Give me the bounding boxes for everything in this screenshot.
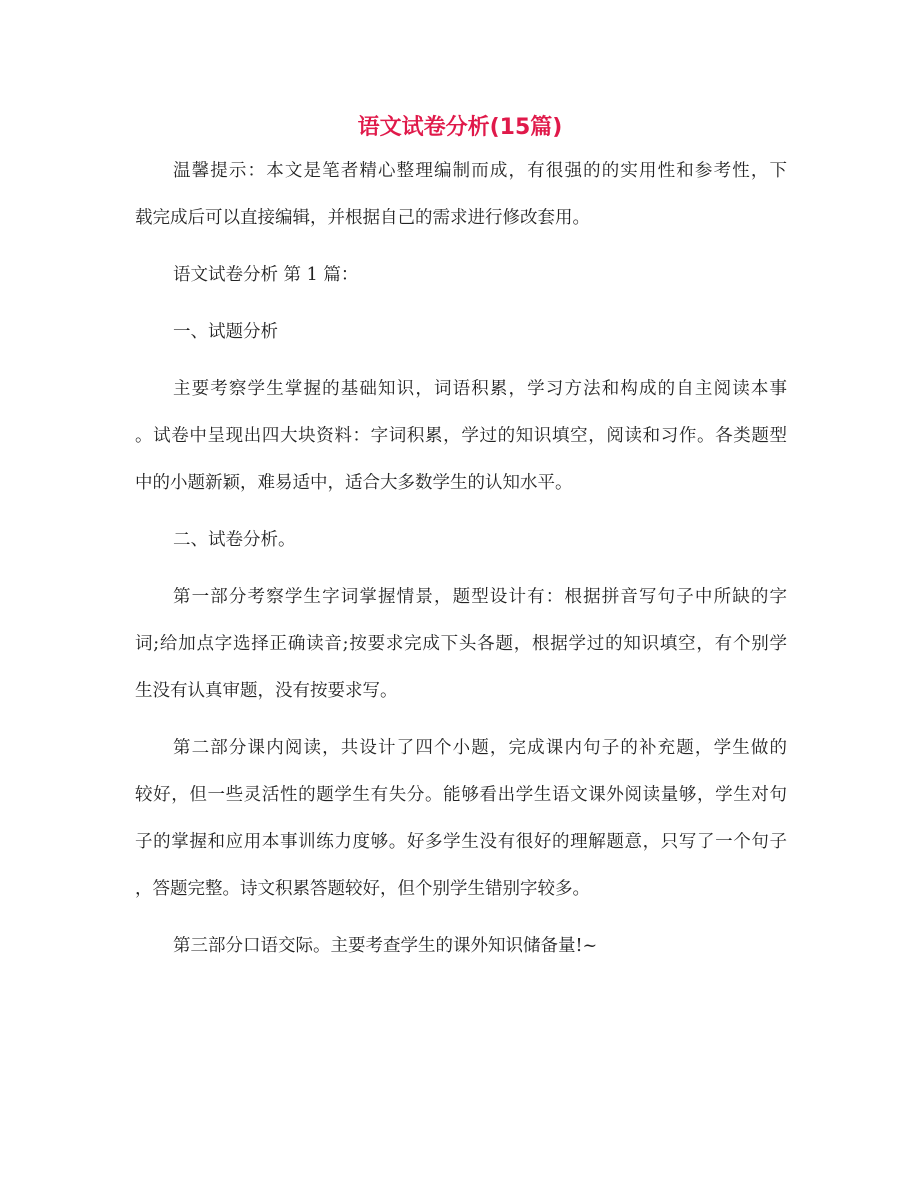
- text-line: 一、试题分析: [173, 322, 278, 342]
- document-body: [135, 156, 787, 988]
- subheading: [135, 317, 787, 364]
- text-line: ，答题完整。诗文积累答题较好，但个别学生错别字较多。: [135, 879, 590, 899]
- text-line: 第一部分考察学生字词掌握情景，题型设计有：根据拼音写句子中所缺的字: [173, 587, 787, 607]
- text-line: 二、试卷分析。: [173, 530, 296, 550]
- text-line: 词;给加点字选择正确读音;按要求完成下头各题，根据学过的知识填空，有个别学: [135, 634, 787, 654]
- section-heading: [135, 260, 787, 307]
- document-title: 语文试卷分析(15篇): [357, 115, 563, 140]
- text-line: 第三部分口语交际。主要考查学生的课外知识储备量!~: [173, 936, 598, 956]
- paragraph: [135, 733, 787, 921]
- text-line: 中的小题新颖，难易适中，适合大多数学生的认知水平。: [135, 473, 573, 493]
- text-line: 第二部分课内阅读，共设计了四个小题，完成课内句子的补充题，学生做的: [173, 738, 787, 758]
- text-line: 生没有认真审题，没有按要求写。: [135, 681, 398, 701]
- subheading: [135, 525, 787, 572]
- text-line: 语文试卷分析 第 1 篇：: [173, 265, 359, 285]
- text-line: 载完成后可以直接编辑，并根据自己的需求进行修改套用。: [135, 208, 590, 228]
- tip-paragraph: [135, 156, 787, 250]
- text-line: 子的掌握和应用本事训练力度够。好多学生没有很好的理解题意，只写了一个句子: [135, 832, 787, 852]
- paragraph: [135, 582, 787, 723]
- text-line: 主要考察学生掌握的基础知识，词语积累，学习方法和构成的自主阅读本事: [173, 379, 787, 399]
- text-line: 较好，但一些灵活性的题学生有失分。能够看出学生语文课外阅读量够，学生对句: [135, 785, 787, 805]
- paragraph: [135, 931, 787, 978]
- text-line: 。试卷中呈现出四大块资料：字词积累，学过的知识填空，阅读和习作。各类题型: [135, 426, 787, 446]
- paragraph: [135, 374, 787, 515]
- text-line: 温馨提示：本文是笔者精心整理编制而成，有很强的的实用性和参考性，下: [173, 161, 787, 181]
